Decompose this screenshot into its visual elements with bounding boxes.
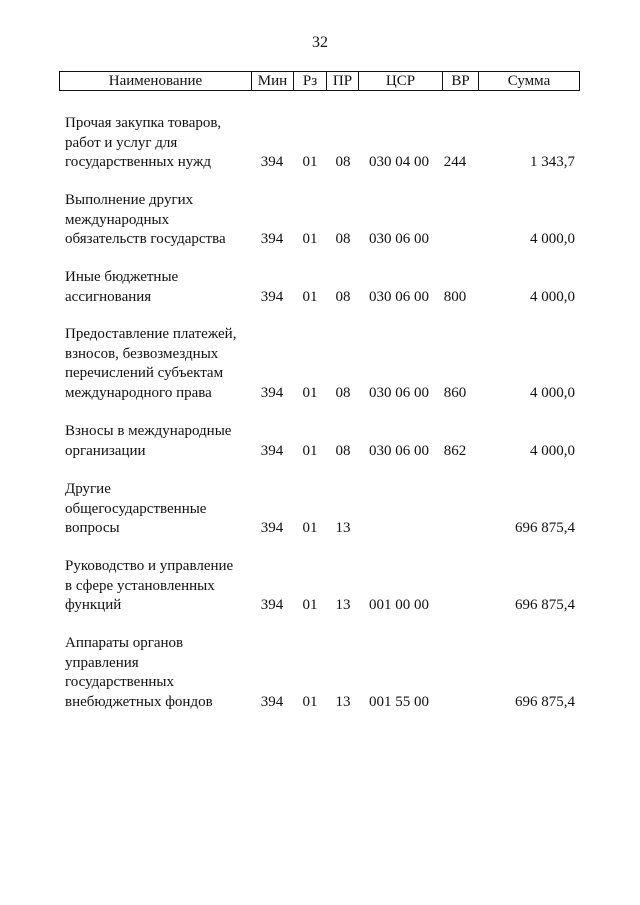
- column-header-sum: Сумма: [478, 72, 579, 90]
- table-row: [0, 325, 640, 403]
- row-pr: 13: [335, 520, 351, 536]
- row-pr: 13: [335, 597, 351, 613]
- row-name: [65, 634, 255, 712]
- table-row: [0, 634, 640, 712]
- row-min: 394: [260, 154, 284, 170]
- row-name: [65, 114, 255, 173]
- row-pr: 08: [335, 442, 351, 459]
- row-name-line: Взносы в международные: [65, 423, 232, 439]
- table-header: [59, 71, 580, 91]
- row-name-line: управления: [65, 654, 139, 671]
- row-csr: 030 06 00: [369, 442, 429, 459]
- row-min: 394: [260, 597, 284, 613]
- row-name-line: Выполнение других: [65, 192, 194, 208]
- row-name-line: в сфере установленных: [65, 577, 215, 594]
- row-sum: 1 343,7: [530, 154, 575, 170]
- row-rz: 01: [302, 597, 318, 613]
- row-name: [65, 325, 255, 403]
- row-min: 394: [260, 288, 284, 305]
- row-name-line: внебюджетных фондов: [65, 693, 213, 710]
- row-name: [65, 191, 255, 250]
- row-min: 394: [260, 693, 284, 710]
- row-vr: 862: [443, 442, 467, 459]
- row-vr: 860: [443, 384, 467, 401]
- column-header-vr: ВР: [442, 72, 478, 90]
- row-sum: 4 000,0: [530, 231, 575, 247]
- column-header-min: Мин: [251, 72, 293, 90]
- row-name: [65, 557, 255, 616]
- row-name-line: международных: [65, 211, 170, 228]
- row-name-line: государственных нужд: [65, 154, 212, 170]
- row-name-line: обязательств государства: [65, 231, 226, 247]
- row-name-line: функций: [65, 597, 122, 613]
- row-csr: 030 04 00: [369, 154, 429, 170]
- row-name-line: Руководство и управление: [65, 558, 234, 574]
- row-name-line: международного права: [65, 384, 212, 401]
- page-number: 32: [312, 34, 328, 51]
- row-name-line: общегосударственные: [65, 500, 207, 517]
- column-header-csr: ЦСР: [358, 72, 442, 90]
- table-row: [0, 557, 640, 616]
- column-header-name: Наименование: [108, 73, 203, 89]
- row-min: 394: [260, 384, 284, 401]
- table-row: [0, 422, 640, 461]
- row-min: 394: [260, 231, 284, 247]
- row-pr: 08: [335, 231, 351, 247]
- row-min: 394: [260, 520, 284, 536]
- row-rz: 01: [302, 384, 318, 401]
- row-name-line: ассигнования: [65, 288, 152, 305]
- row-name-line: работ и услуг для: [65, 134, 178, 151]
- row-pr: 08: [335, 384, 351, 401]
- row-sum: 696 875,4: [515, 693, 575, 710]
- row-name-line: вопросы: [65, 520, 120, 536]
- row-name-line: взносов, безвозмездных: [65, 345, 219, 362]
- column-header-rz: Рз: [293, 72, 326, 90]
- row-sum: 696 875,4: [515, 597, 575, 613]
- row-sum: 696 875,4: [515, 520, 575, 536]
- row-rz: 01: [302, 520, 318, 536]
- table-row: [0, 480, 640, 539]
- row-name-line: перечислений субъектам: [65, 365, 224, 381]
- row-name: [65, 268, 255, 307]
- row-rz: 01: [302, 288, 318, 305]
- row-rz: 01: [302, 154, 318, 170]
- row-sum: 4 000,0: [530, 288, 575, 305]
- row-name: [65, 480, 255, 539]
- row-sum: 4 000,0: [530, 384, 575, 401]
- row-pr: 08: [335, 154, 351, 170]
- row-name-line: Предоставление платежей,: [65, 326, 237, 342]
- row-vr: 244: [443, 154, 467, 170]
- row-csr: 030 06 00: [369, 384, 429, 401]
- column-header-pr: ПР: [326, 72, 358, 90]
- row-vr: 800: [443, 288, 467, 305]
- row-name-line: Другие: [65, 481, 111, 497]
- table-row: [0, 114, 640, 173]
- row-name: [65, 422, 255, 461]
- row-min: 394: [260, 442, 284, 459]
- row-rz: 01: [302, 442, 318, 459]
- row-name-line: Иные бюджетные: [65, 269, 179, 285]
- table-row: [0, 268, 640, 307]
- row-csr: 030 06 00: [369, 288, 429, 305]
- row-csr: 001 55 00: [369, 693, 429, 710]
- row-pr: 13: [335, 693, 351, 710]
- row-name-line: Аппараты органов: [65, 635, 184, 651]
- row-name-line: государственных: [65, 674, 174, 690]
- row-name-line: организации: [65, 442, 146, 459]
- row-csr: 001 00 00: [369, 597, 429, 613]
- row-csr: 030 06 00: [369, 231, 429, 247]
- row-name-line: Прочая закупка товаров,: [65, 115, 222, 131]
- row-sum: 4 000,0: [530, 442, 575, 459]
- table-row: [0, 191, 640, 250]
- row-rz: 01: [302, 693, 318, 710]
- row-pr: 08: [335, 288, 351, 305]
- row-rz: 01: [302, 231, 318, 247]
